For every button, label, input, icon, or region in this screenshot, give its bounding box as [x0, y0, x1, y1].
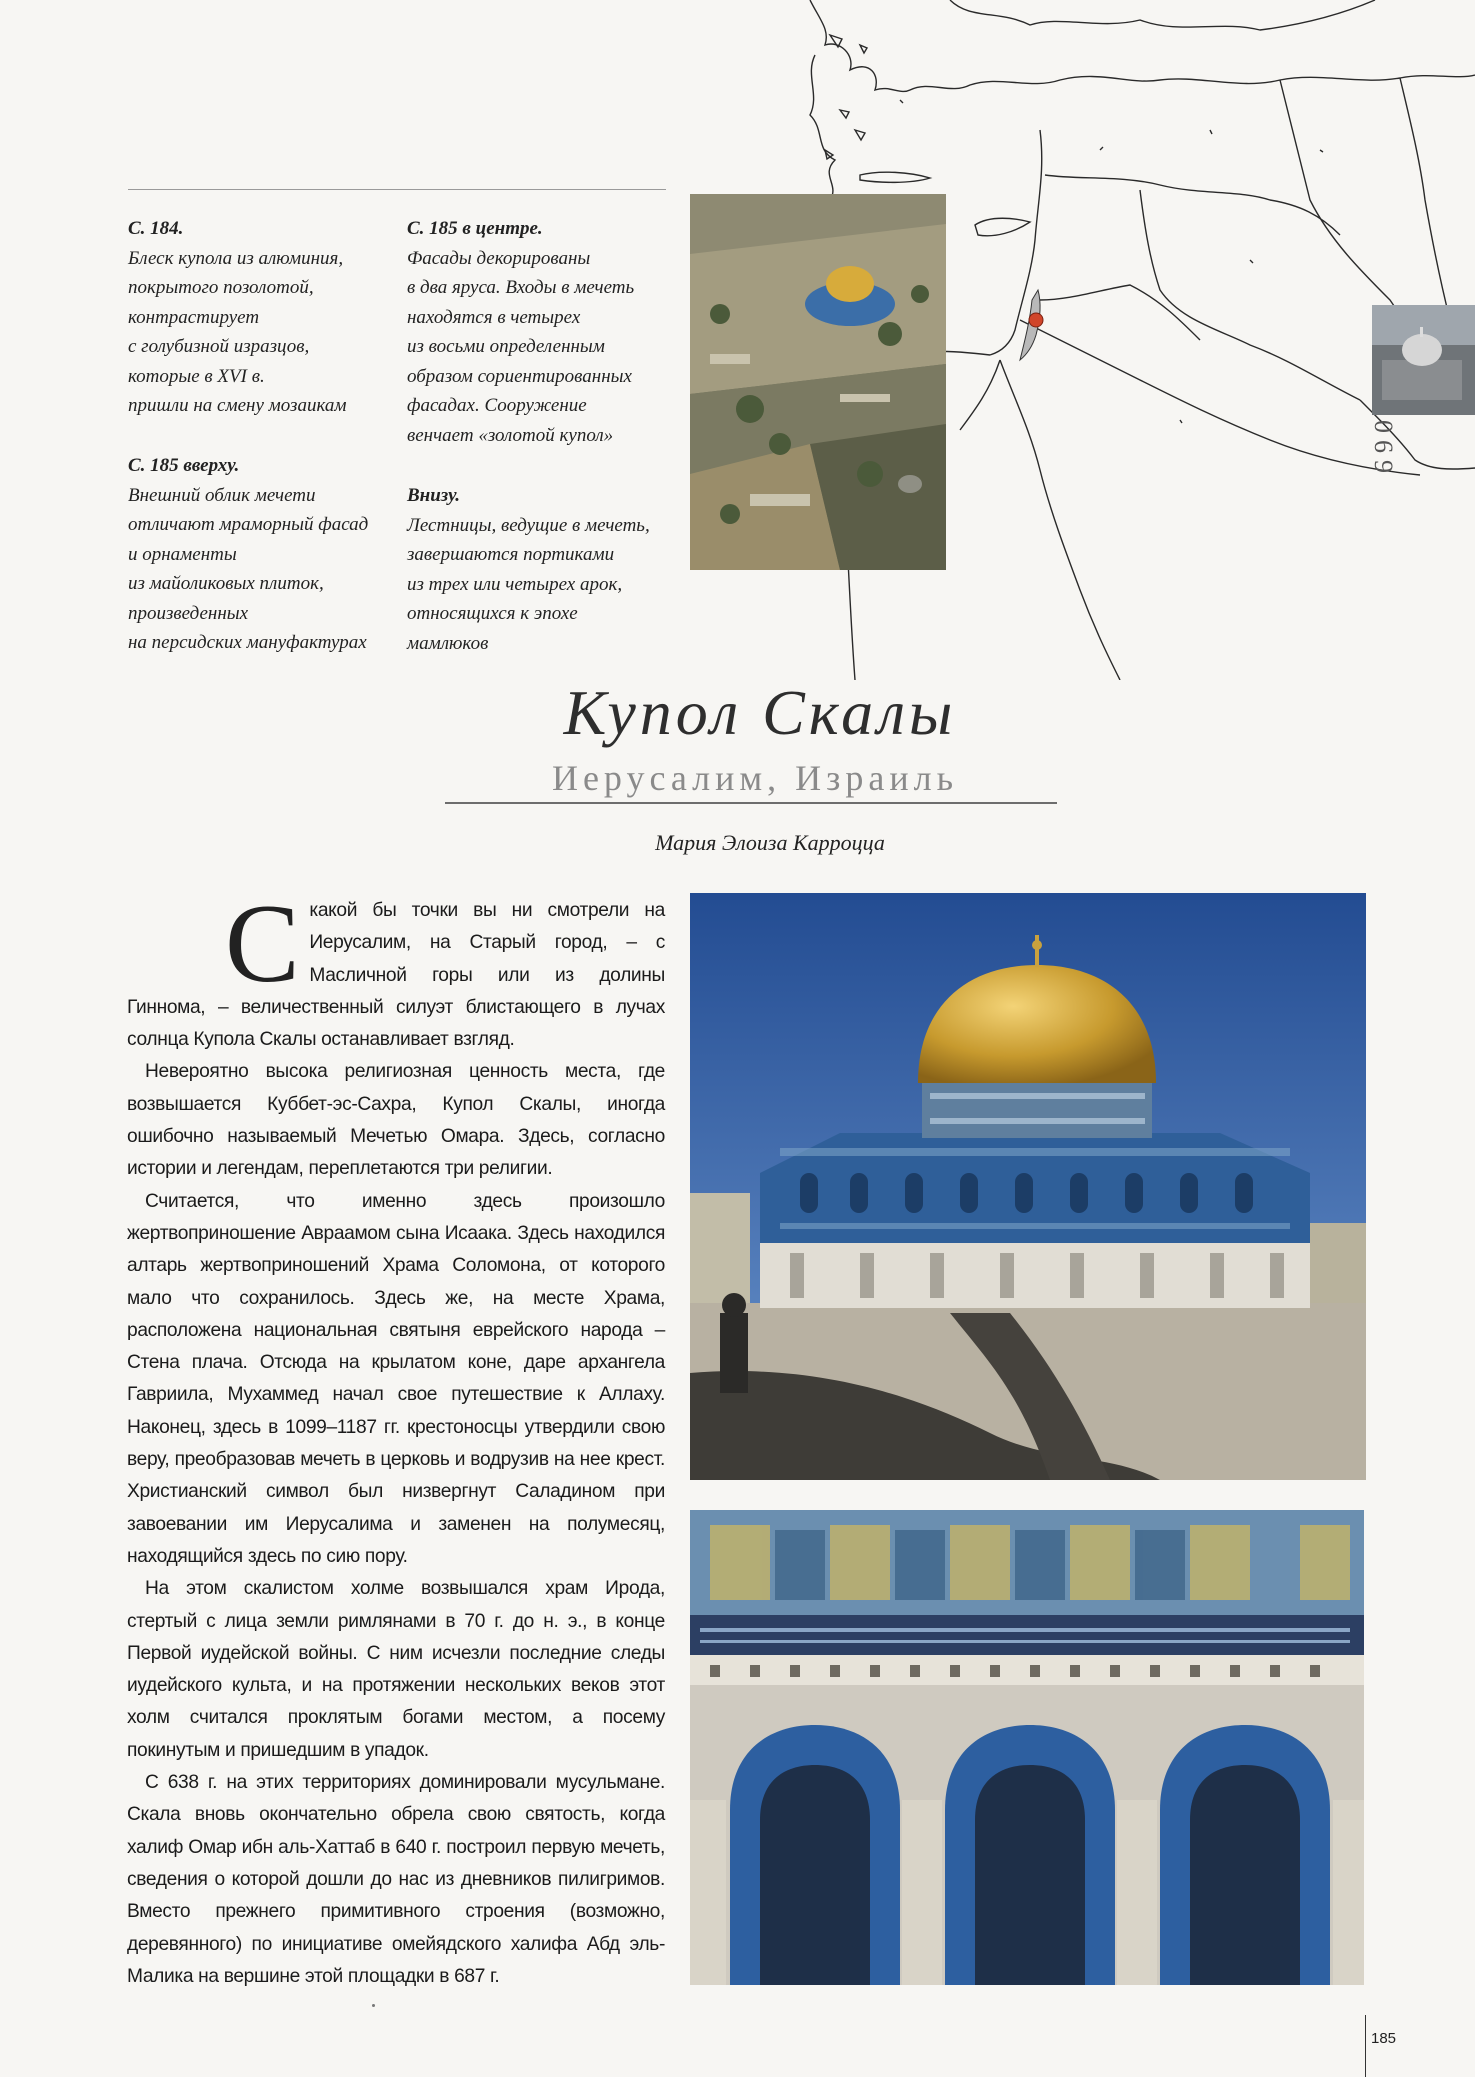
map-tick-marks	[900, 100, 1323, 423]
side-tab-number: 069	[1369, 420, 1398, 480]
map-gulf-suez	[960, 360, 1000, 430]
caption-text: Внешний облик мечети отличают мраморный фасад и орнаменты из майоликовых плиток, произведенных на персидских мануфактурах	[128, 484, 369, 653]
caption-heading: Внизу.	[407, 485, 461, 506]
caption-p185-top	[128, 451, 398, 658]
map-islands	[825, 35, 867, 159]
map-border-iraq	[1140, 190, 1360, 400]
paragraph: Считается, что именно здесь произошло жертвоприношение Авраамом сына Исаака. Здесь находился алтарь жертвоприношений Храма Соломона, от которого мало что сохранилось. Здесь же, на месте Храма, расположена национальная святыня еврейского народа – Стена плача. Отсюда на крылатом коне, даре архангела Гавриила, Мухаммед начал свое путешествие к Аллаху. Наконец, здесь в 1099–1187 гг. крестоносцы утвердили свою веру, преобразовав мечеть в церковь и водрузив на нее крест. Христианский символ был низвергнут Саладином при завоевании им Иерусалима и заменен на полумесяц, находящийся здесь по сию пору.	[127, 1190, 665, 1567]
caption-p185-center	[407, 214, 677, 450]
side-thumbnail	[1372, 305, 1475, 415]
map-cyprus	[975, 218, 1030, 236]
caption-text: Блеск купола из алюминия, покрытого позолотой, контрастирует с голубизной изразцов, которые в XVI в. пришли на смену мозаикам	[128, 247, 347, 416]
page-title: Купол Скалы	[563, 677, 957, 748]
article-body	[127, 882, 665, 1993]
subtitle-rule	[445, 802, 1057, 804]
caption-p184	[128, 214, 398, 421]
map-border-iran	[1400, 78, 1450, 320]
map-border-jordan	[1040, 285, 1200, 340]
map-coastline-aegean	[810, 55, 835, 200]
arcade-detail-photo	[690, 1510, 1364, 1985]
location-marker-icon	[1029, 313, 1043, 327]
caption-bottom	[407, 481, 677, 658]
folio-rule	[1365, 2015, 1366, 2077]
paragraph: Невероятно высока религиозная ценность места, где возвышается Куббет-эс-Сахра, Купол Скалы, иногда ошибочно называемый Мечетью Омара. Здесь, согласно истории и легендам, переплетаются три религии.	[127, 1061, 665, 1180]
caption-text: Лестницы, ведущие в мечеть, завершаются портиками из трех или четырех арок, относящихся к эпохе мамлюков	[407, 514, 650, 654]
page-subtitle: Иерусалим, Израиль	[551, 758, 959, 798]
aerial-photo	[690, 194, 946, 570]
drop-cap: С	[225, 882, 300, 1006]
map-border-anatolia	[950, 0, 1375, 30]
map-crete	[860, 172, 930, 182]
paragraph-text: какой бы точки вы ни смотрели на Иерусалим, на Старый город, – с Масличной горы или из долины Гиннома, – величественный силуэт блистающего в лучах солнца Купола Скалы останавливает взгляд.	[127, 900, 665, 1051]
caption-heading: С. 185 в центре.	[407, 218, 543, 239]
map-coastline-north	[810, 0, 1475, 91]
page-number: 185	[1371, 2030, 1397, 2047]
map-red-sea	[1000, 360, 1120, 680]
caption-rule	[128, 189, 666, 190]
paragraph	[127, 882, 665, 1056]
paragraph: На этом скалистом холме возвышался храм Ирода, стертый с лица земли римлянами в 70 г. до н. э., в конце Первой иудейской войны. С ним исчезли последние следы иудейского культа, и на протяжении нескольких веков этот холм считался проклятым богами местом, а посему покинутым и пришедшим в упадок.	[127, 1578, 665, 1761]
dome-exterior-photo	[690, 893, 1366, 1480]
paragraph: С 638 г. на этих территориях доминировали мусульмане. Скала вновь окончательно обрела свою святость, когда халиф Омар ибн аль-Хаттаб в 640 г. построил первую мечеть, сведения о которой дошли до нас из дневников пилигримов. Вместо прежнего примитивного строения (возможно, деревянного) по инициативе омейядского халифа Абд эль-Малика на вершине этой площадки в 687 г.	[127, 1772, 665, 1987]
aerial-dome	[826, 266, 874, 302]
caption-heading: С. 184.	[128, 218, 184, 239]
map-border-syria	[1045, 175, 1340, 235]
author: Мария Элоиза Карроцца	[655, 830, 885, 855]
margin-dot	[372, 2004, 375, 2007]
caption-heading: С. 185 вверху.	[128, 455, 240, 476]
caption-text: Фасады декорированы в два яруса. Входы в мечеть находятся в четырех из восьми определенным образом сориентированных фасадах. Сооружение венчает «золотой купол»	[407, 247, 635, 446]
